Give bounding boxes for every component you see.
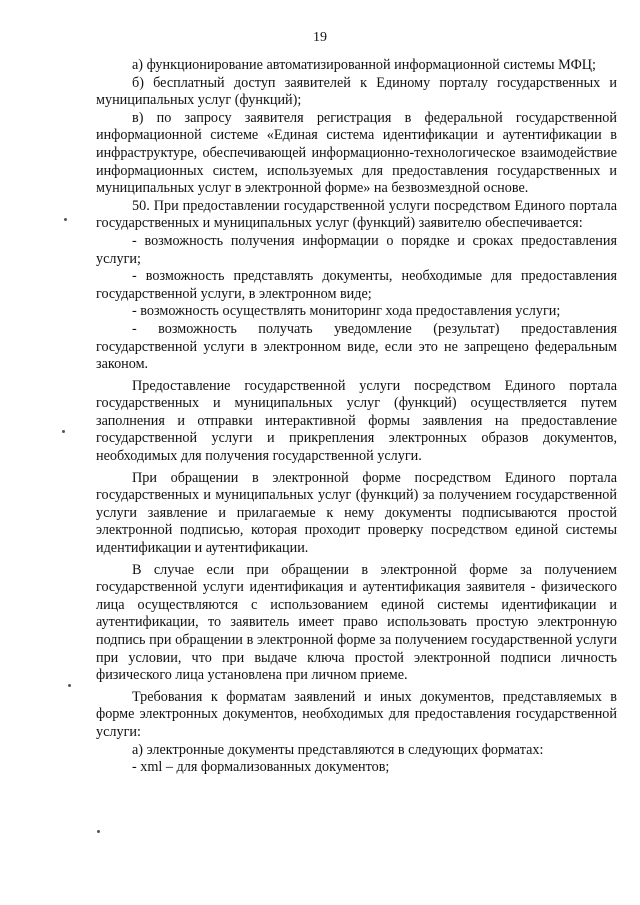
scan-speck xyxy=(97,830,100,833)
page-number: 19 xyxy=(313,30,327,45)
paragraph-electronic-signature: При обращении в электронной форме посредством Единого портала государственных и муниципальных услуг (функций) за получением государственной услуги заявление и прилагаемые к нему документы подписываются простой электронной подписью, которая проходит проверку посредством единой системы идентификации и аутентификации. xyxy=(96,469,617,557)
paragraph-format-xml: - xml – для формализованных документов; xyxy=(132,759,390,776)
paragraph-item-a-mfc-system: а) функционирование автоматизированной информационной системы МФЦ; xyxy=(132,57,596,73)
paragraph-identification: В случае если при обращении в электронной форме за получением государственной услуги идентификация и аутентификация заявителя - физического лица осуществляются с использованием единой системы идентификации и аутентификации, то заявитель имеет право использовать простую электронную подпись при обращении в электронной форме за получением государственной услуги при условии, что при выдаче ключа простой электронной подписи личность физического лица установлена при личном приеме. xyxy=(96,561,617,684)
paragraph-bullet-information: - возможность получения информации о порядке и сроках предоставления услуги; xyxy=(96,232,617,267)
paragraph-item-b-portal-access: б) бесплатный доступ заявителей к Единому порталу государственных и муниципальных услуг (функций); xyxy=(96,74,617,109)
paragraph-bullet-monitoring: - возможность осуществлять мониторинг хода предоставления услуги; xyxy=(132,303,561,320)
document-body xyxy=(96,57,617,777)
paragraph-clause-50: 50. При предоставлении государственной услуги посредством Единого портала государственных и муниципальных услуг (функций) заявителю обеспечивается: xyxy=(96,197,617,232)
paragraph-bullet-notification: - возможность получать уведомление (результат) предоставления государственной услуги в электронном виде, если это не запрещено федеральным законом. xyxy=(96,320,617,373)
paragraph-item-v-registration: в) по запросу заявителя регистрация в федеральной государственной информационной системе «Единая система идентификации и аутентификации в инфраструктуре, обеспечивающей информационно-технологическое взаимодействие информационных систем, используемых для предоставления государственных и муниципальных услуг в электронной форме» на безвозмездной основе. xyxy=(96,109,617,197)
paragraph-portal-procedure: Предоставление государственной услуги посредством Единого портала государственных и муниципальных услуг (функций) осуществляется путем заполнения и отправки интерактивной формы заявления на предоставление государственной услуги и прикрепления электронных образов документов, необходимых для получения государственной услуги. xyxy=(96,377,617,465)
paragraph-format-requirements: Требования к форматам заявлений и иных документов, представляемых в форме электронных документов, необходимых для предоставления государственной услуги: xyxy=(96,688,617,740)
scan-speck xyxy=(62,430,65,433)
paragraph-formats-intro: а) электронные документы представляются в следующих форматах: xyxy=(132,741,544,758)
scan-speck xyxy=(64,218,67,221)
scan-speck xyxy=(68,684,71,687)
paragraph-bullet-documents: - возможность представлять документы, необходимые для предоставления государственной услуги, в электронном виде; xyxy=(96,268,617,302)
